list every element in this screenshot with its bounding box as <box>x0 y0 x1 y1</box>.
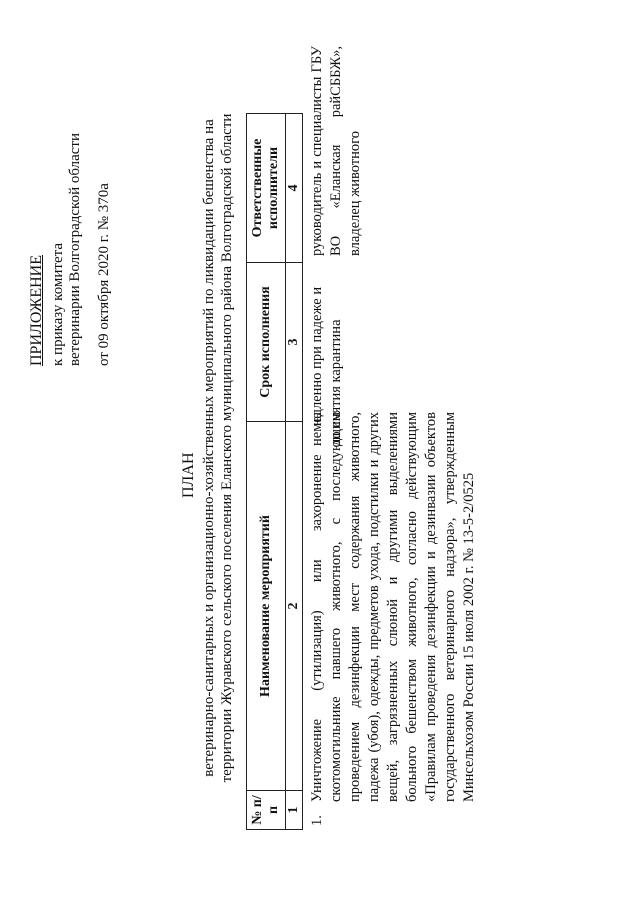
plan-table <box>246 113 303 830</box>
header-responsible <box>247 114 286 263</box>
document-page <box>10 18 570 878</box>
appendix-title: ПРИЛОЖЕНИЕ <box>28 254 45 366</box>
header-num: № п/п <box>247 791 286 830</box>
plan-subtitle: ветеринарно-санитарных и организационно-хозяйственных мероприятий по ликвидации бешенства на территории Журавского сельского поселения Еланского муниципального района Волгоградской области <box>201 113 235 783</box>
header-responsible-line-1: Ответственные <box>250 138 265 238</box>
col-number-2: 2 <box>286 422 303 791</box>
header-responsible-line-2: исполнители <box>266 146 281 230</box>
appendix-line-3: от 09 октября 2020 г. № 370а <box>96 183 112 366</box>
header-activity: Наименование мероприятий <box>247 422 286 791</box>
appendix-line-1: к приказу комитета <box>50 242 66 366</box>
col-number-1: 1 <box>286 791 303 830</box>
row-deadline: немедленно при падеже и до снятия карантина <box>309 286 344 446</box>
col-number-3: 3 <box>286 263 303 422</box>
row-activity: Уничтожение (утилизация) или захоронение на скотомогильнике павшего животного, с последующим проведением дезинфекции мест содержания животного, падежа (убоя), одежды, предметов ухода, подстилки и других вещей, загрязненных слюной и другими выделениями больного бешенством животного, согласно действующим «Правилам проведения дезинфекции и дезинвазии объектов государственного ветеринарного надзора», утвержденным Минсельхозом России 15 июля 2002 г. № 13-5-2/0525 <box>309 412 477 802</box>
table-header-row <box>247 114 286 830</box>
col-number-4: 4 <box>286 114 303 263</box>
appendix-line-2: ветеринарии Волгоградской области <box>67 133 83 366</box>
header-deadline: Срок исполнения <box>247 263 286 422</box>
row-number: 1. <box>309 815 325 826</box>
plan-title: ПЛАН <box>180 452 197 498</box>
table-number-row <box>286 114 303 830</box>
row-responsible: руководитель и специалисты ГБУ ВО «Еланская райСББЖ», владелец животного <box>309 46 363 256</box>
